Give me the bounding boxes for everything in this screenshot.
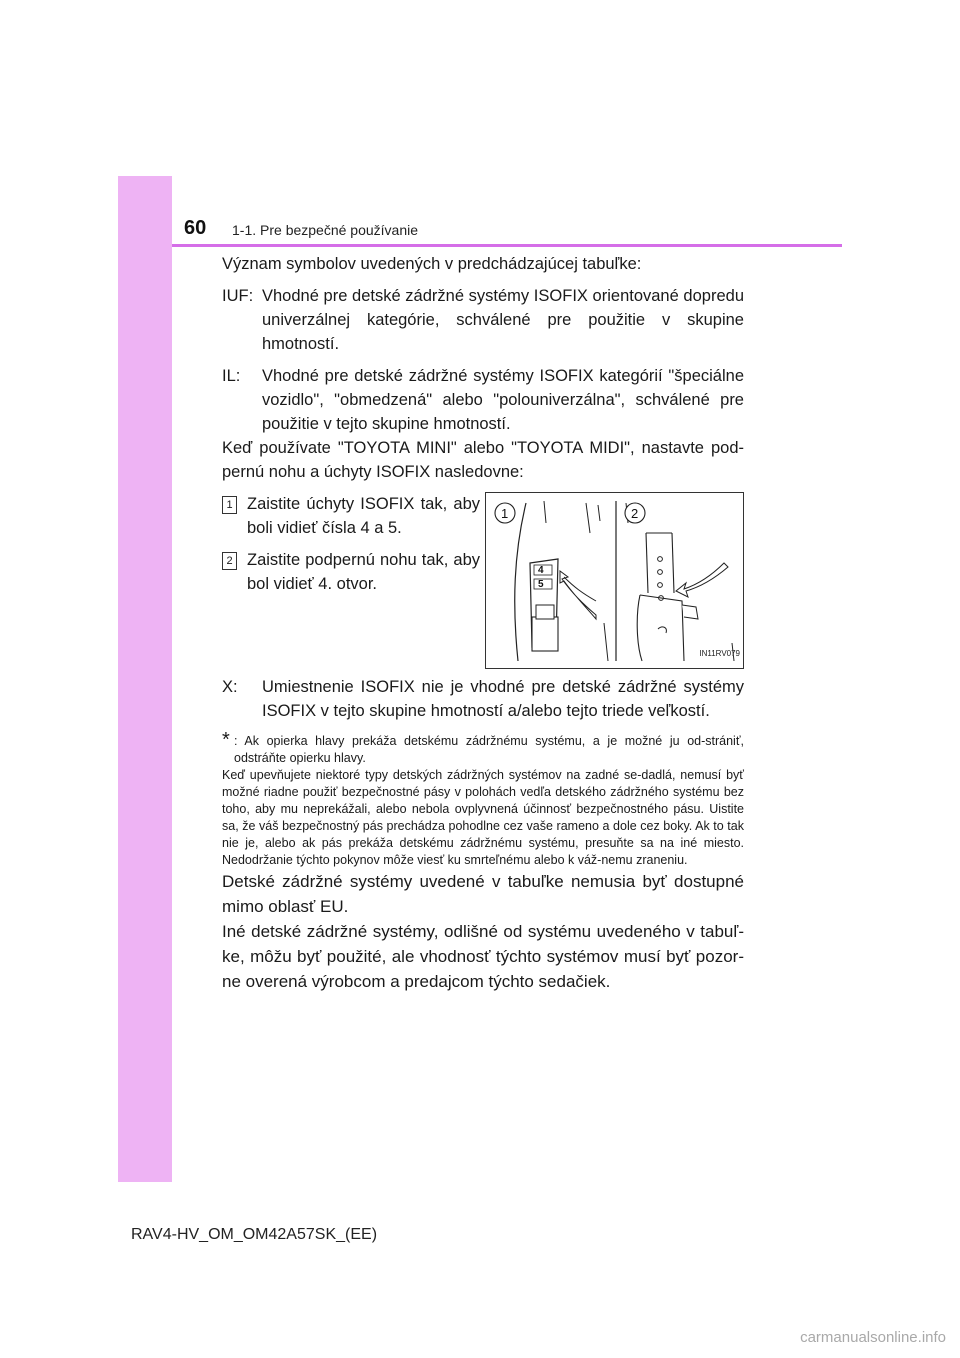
definition-term: IL: bbox=[222, 367, 241, 385]
page-number: 60 bbox=[184, 217, 207, 239]
page-content bbox=[222, 252, 744, 994]
footnote-text: : Ak opierka hlavy prekáža detskému zádržnému systému, a je možné ju od-strániť, odstráňte opierku hlavy. bbox=[234, 734, 744, 765]
other-systems-text: Iné detské zádržné systémy, odlišné od systému uvedeného v tabuľ-ke, môžu byť použité, ale vhodnosť týchto systémov musí byť pozor-ne overená výrobcom a predajcom týchto sedačiek. bbox=[222, 922, 744, 991]
definition-term: X: bbox=[222, 678, 238, 696]
availability-text: Detské zádržné systémy uvedené v tabuľke nemusia byť dostupné mimo oblasť EU. bbox=[222, 872, 744, 916]
definition-text: Vhodné pre detské zádržné systémy ISOFIX kategórií "špeciálne vozidlo", "obmedzená" alebo "polouniverzálna", schválené pre použitie v tejto skupine hmotností. bbox=[262, 367, 744, 433]
figure-code: IN11RV079 bbox=[699, 649, 740, 658]
step-text: Zaistite úchyty ISOFIX tak, aby boli vidieť čísla 4 a 5. bbox=[247, 495, 480, 537]
figure-label-1: 1 bbox=[501, 506, 509, 521]
section-title: 1-1. Pre bezpečné používanie bbox=[232, 222, 419, 238]
definition-il bbox=[222, 364, 744, 436]
side-thumb-band bbox=[118, 176, 172, 1182]
step-number: 1 bbox=[222, 496, 237, 514]
steps-list bbox=[222, 492, 480, 669]
footnote bbox=[222, 729, 744, 767]
step-text: Zaistite podpernú nohu tak, aby bol vidieť 4. otvor. bbox=[247, 551, 480, 593]
warning-text: Keď upevňujete niektoré typy detských zádržných systémov na zadné se-dadlá, nemusí byť možné riadne použiť bezpečnostné pásy v polohách vedľa detského zádržného systému bez toho, aby mu neprekážali, alebo nebola ovplyvnená účinnosť bezpečnostného pásu. Uistite sa, že váš bezpečnostný pás prechádza pohodlne cez vaše rameno a dole cez boky. Ak to tak nie je, alebo ak pás prekáža detskému zádržnému systému, presuňte sa na iné miesto. Nedodržanie týchto pokynov môže viesť ku smrteľnému alebo k váž-nemu zraneniu. bbox=[222, 768, 744, 867]
definition-text: Vhodné pre detské zádržné systémy ISOFIX orientované dopredu univerzálnej kategórie, schválené pre použitie v skupine hmotností. bbox=[262, 287, 744, 353]
document-id: RAV4-HV_OM_OM42A57SK_(EE) bbox=[131, 1226, 378, 1243]
figure-label-2: 2 bbox=[631, 506, 639, 521]
definition-text: Umiestnenie ISOFIX nie je vhodné pre detské zádržné systémy ISOFIX v tejto skupine hmotností a/alebo tejto triede veľkostí. bbox=[262, 678, 744, 720]
step-item bbox=[222, 492, 480, 540]
header-rule bbox=[172, 244, 842, 247]
figure-digit-4: 4 bbox=[538, 565, 544, 576]
step-number: 2 bbox=[222, 552, 237, 570]
intro-text: Význam symbolov uvedených v predchádzajúcej tabuľke: bbox=[222, 255, 642, 273]
footnote-mark: * bbox=[222, 729, 230, 751]
steps-row bbox=[222, 492, 744, 669]
definition-x bbox=[222, 675, 744, 723]
definition-term: IUF: bbox=[222, 287, 254, 305]
toyota-paragraph: Keď používate "TOYOTA MINI" alebo "TOYOTA MIDI", nastavte pod-pernú nohu a úchyty ISOFIX nasledovne: bbox=[222, 439, 744, 481]
watermark: carmanualsonline.info bbox=[800, 1329, 946, 1346]
definition-iuf bbox=[222, 284, 744, 356]
step-item bbox=[222, 548, 480, 596]
isofix-illustration bbox=[485, 492, 744, 669]
figure-digit-5: 5 bbox=[538, 579, 544, 590]
